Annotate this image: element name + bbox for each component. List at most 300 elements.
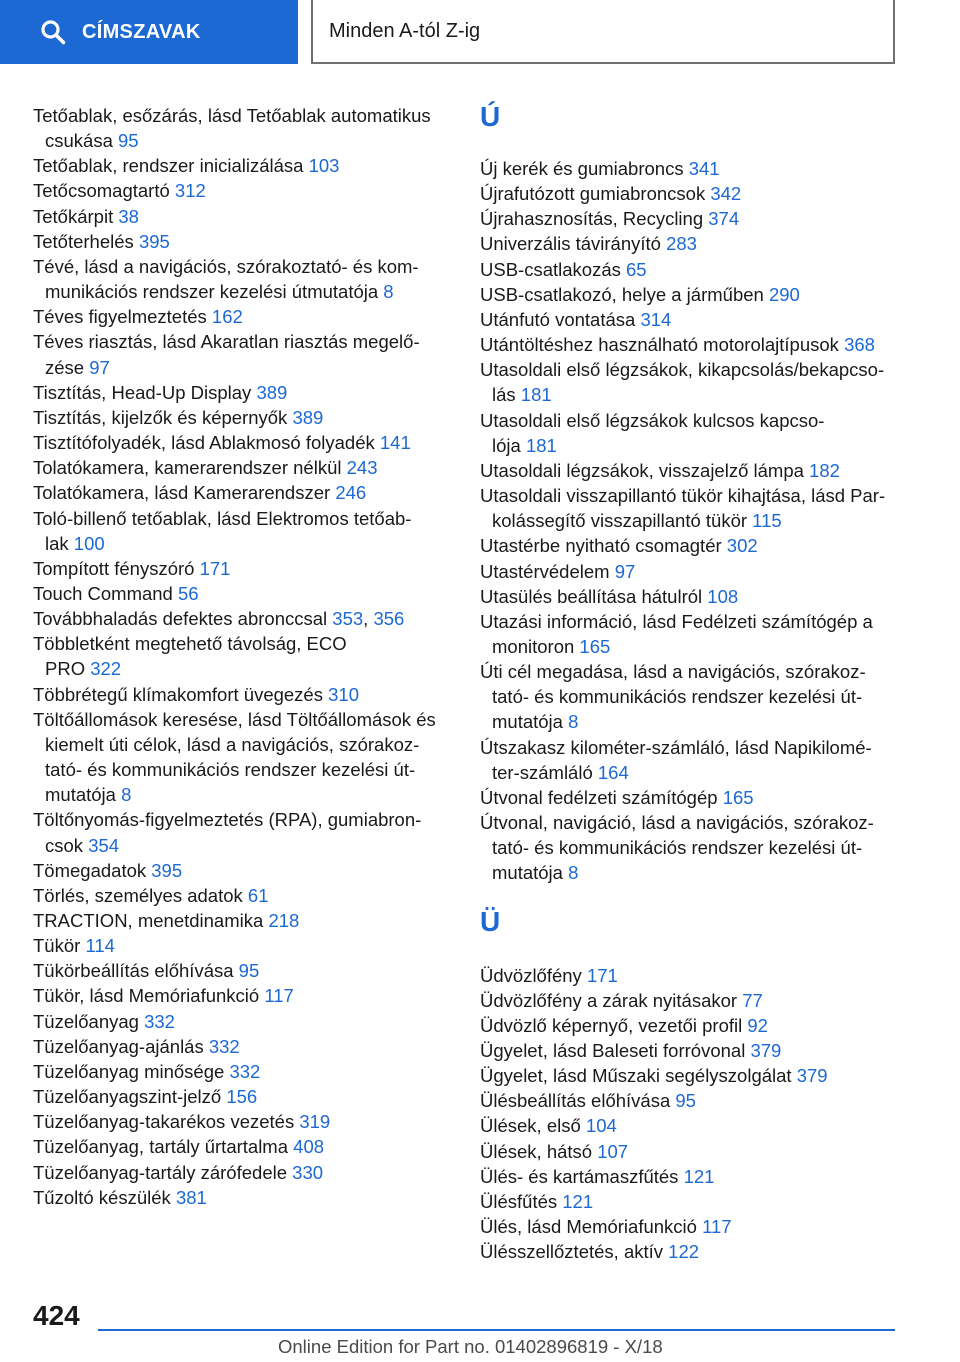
index-entry-line bbox=[33, 1160, 451, 1185]
index-entry bbox=[33, 707, 451, 808]
index-entry-text: kolássegítő visszapillantó tükör bbox=[492, 510, 748, 532]
page-link[interactable]: 356 bbox=[373, 608, 405, 630]
index-entry bbox=[480, 181, 920, 206]
index-entry-text: Tükör bbox=[33, 935, 81, 957]
index-entry-line bbox=[480, 709, 920, 734]
page-link[interactable]: 95 bbox=[238, 960, 260, 982]
index-entry-text: Tüzelőanyag minősége bbox=[33, 1060, 225, 1082]
index-entry-text: csok bbox=[45, 834, 84, 856]
index-entry bbox=[33, 933, 451, 958]
index-entry-text: Utastérvédelem bbox=[480, 560, 610, 582]
page-link[interactable]: 162 bbox=[211, 306, 243, 328]
footer-edition-text: Online Edition for Part no. 01402896819 - X/18 bbox=[278, 1336, 663, 1357]
page-link[interactable]: 395 bbox=[138, 230, 170, 252]
page-link[interactable]: 330 bbox=[292, 1161, 324, 1183]
index-entry-line bbox=[33, 983, 451, 1008]
index-entry-text: Ülésfűtés bbox=[480, 1190, 558, 1212]
index-entry-line bbox=[480, 483, 920, 508]
page-link[interactable]: 332 bbox=[208, 1035, 240, 1057]
index-entry-line bbox=[33, 908, 451, 933]
index-entry-text: PRO bbox=[45, 658, 86, 680]
index-entry-text: Utánfutó vontatása bbox=[480, 308, 636, 330]
index-entry-line bbox=[33, 1034, 451, 1059]
index-entry-text: csukása bbox=[45, 130, 113, 152]
index-entry-line bbox=[33, 455, 451, 480]
index-entry bbox=[480, 458, 920, 483]
index-entry-text: Tükörbeállítás előhívása bbox=[33, 960, 234, 982]
page-link[interactable]: 56 bbox=[177, 582, 199, 604]
index-entry-text: Üdvözlőfény bbox=[480, 964, 582, 986]
section-letter: Ú bbox=[480, 101, 501, 132]
index-entry-line bbox=[33, 178, 451, 203]
index-entry-line bbox=[33, 757, 451, 782]
index-entry-text: tató- és kommunikációs rendszer kezelési út‐ bbox=[492, 686, 863, 708]
index-entry-text: Utasoldali első légzsákok, kikapcsolás/bekapcso‐ bbox=[480, 359, 885, 381]
index-entry-line bbox=[33, 933, 451, 958]
index-entry-text: Úti cél megadása, lásd a navigációs, szórakoz‐ bbox=[480, 661, 866, 683]
index-entry bbox=[480, 1013, 920, 1038]
index-entry bbox=[33, 1134, 451, 1159]
index-entry-line bbox=[33, 1084, 451, 1109]
index-entry-text: Tüzelőanyag-tartály zárófedele bbox=[33, 1161, 288, 1183]
index-entry-text: Tüzelőanyagszint-jelző bbox=[33, 1086, 222, 1108]
index-entry-line bbox=[480, 1013, 920, 1038]
index-entry-line bbox=[33, 1134, 451, 1159]
index-entry-text: Utasülés beállítása hátulról bbox=[480, 585, 703, 607]
page-link[interactable]: 181 bbox=[520, 384, 552, 406]
index-entry-text: TRACTION, menetdinamika bbox=[33, 910, 264, 931]
index-entry-line bbox=[480, 584, 920, 609]
index-entry bbox=[33, 229, 451, 254]
index-entry-line bbox=[480, 1038, 920, 1063]
index-entry-text: Ülések, első bbox=[480, 1115, 581, 1137]
index-entry bbox=[480, 559, 920, 584]
index-entry bbox=[33, 1109, 451, 1134]
index-entry-line bbox=[480, 1113, 920, 1138]
page-link[interactable]: 342 bbox=[710, 183, 742, 205]
index-entry-text: Újrahasznosítás, Recycling bbox=[480, 208, 704, 230]
page-link[interactable]: 246 bbox=[335, 482, 367, 504]
index-entry-line bbox=[480, 458, 920, 483]
page-link[interactable]: 8 bbox=[121, 784, 132, 806]
index-entry-line bbox=[480, 332, 920, 357]
index-entry-line bbox=[480, 357, 920, 382]
index-entry-text: zése bbox=[45, 356, 85, 378]
index-entry bbox=[33, 304, 451, 329]
index-entry-text: Tetőterhelés bbox=[33, 230, 134, 252]
page-link[interactable]: 117 bbox=[264, 985, 294, 1007]
index-entry-text: Tompított fényszóró bbox=[33, 557, 195, 579]
index-entry-text: USB-csatlakozó, helye a járműben bbox=[480, 283, 764, 305]
index-entry-line bbox=[480, 533, 920, 558]
index-entry bbox=[33, 430, 451, 455]
index-entry-line bbox=[33, 506, 451, 531]
page-link[interactable]: 121 bbox=[683, 1165, 715, 1187]
index-entry bbox=[33, 1084, 451, 1109]
index-entry-line bbox=[33, 707, 451, 732]
index-entry bbox=[33, 631, 451, 681]
page-link[interactable]: 389 bbox=[256, 381, 288, 403]
page-link[interactable]: 218 bbox=[268, 910, 300, 931]
index-entry-text: Üdvözlőfény a zárak nyitásakor bbox=[480, 989, 738, 1011]
index-entry-line bbox=[33, 1109, 451, 1134]
index-entry-line bbox=[480, 810, 920, 835]
index-entry-line bbox=[480, 257, 920, 282]
page-link[interactable]: 290 bbox=[768, 283, 800, 305]
index-entry-text: Útvonal, navigáció, lásd a navigációs, szórakoz‐ bbox=[480, 812, 874, 834]
index-entry bbox=[33, 883, 451, 908]
index-entry-line bbox=[33, 958, 451, 983]
page-link[interactable]: 322 bbox=[90, 658, 122, 680]
index-entry-text: Univerzális távirányító bbox=[480, 233, 661, 255]
page-link[interactable]: 77 bbox=[742, 989, 763, 1011]
index-entry-text: tató- és kommunikációs rendszer kezelési út‐ bbox=[45, 759, 416, 781]
page-link[interactable]: 97 bbox=[614, 560, 636, 582]
index-entry-line bbox=[480, 609, 920, 634]
index-entry bbox=[480, 659, 920, 734]
page-link[interactable]: 332 bbox=[229, 1060, 261, 1082]
page-link[interactable]: 283 bbox=[666, 233, 697, 255]
index-entry bbox=[480, 1113, 920, 1138]
page-link[interactable]: 108 bbox=[707, 585, 739, 607]
index-entry-text: Utastérbe nyitható csomagtér bbox=[480, 535, 722, 557]
index-entry-line bbox=[480, 433, 920, 458]
tab-a-to-z-label: Minden A-tól Z-ig bbox=[329, 19, 481, 42]
index-entry-text: Többletként megtehető távolság, ECO bbox=[33, 633, 347, 655]
index-entry bbox=[33, 1185, 451, 1210]
page-link[interactable]: 243 bbox=[346, 457, 378, 479]
index-entry-text: Téves riasztás, lásd Akaratlan riasztás megelő‐ bbox=[33, 331, 420, 353]
index-entry-text: Többrétegű klímakomfort üvegezés bbox=[33, 683, 323, 705]
page-link[interactable]: 95 bbox=[675, 1090, 696, 1112]
page-link[interactable]: 164 bbox=[597, 761, 629, 783]
index-entry bbox=[480, 963, 920, 988]
index-entry-line bbox=[480, 181, 920, 206]
index-entry bbox=[33, 1009, 451, 1034]
index-entry bbox=[480, 156, 920, 181]
index-entry-line bbox=[480, 760, 920, 785]
page-link[interactable]: 97 bbox=[89, 356, 110, 378]
index-entry bbox=[33, 455, 451, 480]
index-entry-line bbox=[480, 307, 920, 332]
index-entry-line bbox=[33, 355, 451, 380]
index-entry-line bbox=[480, 206, 920, 231]
index-entry-text: Utasoldali légzsákok, visszajelző lámpa bbox=[480, 459, 804, 481]
index-entry-text: Ülés- és kartámaszfűtés bbox=[480, 1165, 679, 1187]
index-entry-line bbox=[480, 785, 920, 810]
index-entry-line bbox=[33, 1009, 451, 1034]
index-entry-line bbox=[480, 408, 920, 433]
page-link[interactable]: 107 bbox=[597, 1140, 629, 1162]
index-entry-line bbox=[33, 858, 451, 883]
index-entry-line bbox=[480, 963, 920, 988]
index-entry-line bbox=[480, 1189, 920, 1214]
index-entry-text: Téves figyelmeztetés bbox=[33, 306, 207, 328]
page-link[interactable]: 61 bbox=[247, 884, 269, 906]
index-entry-line bbox=[480, 835, 920, 860]
index-entry bbox=[480, 257, 920, 282]
index-entry-text: Törlés, személyes adatok bbox=[33, 884, 243, 906]
index-entry-line bbox=[33, 204, 451, 229]
index-entry-text: Ügyelet, lásd Baleseti forróvonal bbox=[480, 1040, 746, 1061]
index-entry-line bbox=[480, 382, 920, 407]
index-entry-line bbox=[480, 282, 920, 307]
index-entry bbox=[480, 735, 920, 785]
index-entry-text: Tetőcsomagtartó bbox=[33, 180, 170, 202]
index-entry-line bbox=[480, 988, 920, 1013]
index-entry-text: Töltőállomások keresése, lásd Töltőállomások és bbox=[33, 708, 436, 730]
index-entry bbox=[480, 1088, 920, 1113]
index-entry-text: Tömegadatok bbox=[33, 859, 147, 881]
index-entry bbox=[480, 408, 920, 458]
index-entry bbox=[33, 329, 451, 379]
index-entry-text: Tévé, lásd a navigációs, szórakoztató- és kom‐ bbox=[33, 255, 419, 277]
index-entry-text: Tetőablak, esőzárás, lásd Tetőablak automatikus bbox=[33, 105, 431, 126]
index-entry bbox=[480, 609, 920, 659]
index-entry bbox=[480, 1139, 920, 1164]
index-entry-line bbox=[33, 833, 451, 858]
index-entry bbox=[480, 1214, 920, 1239]
index-entry-line bbox=[33, 531, 451, 556]
index-column-right bbox=[480, 103, 920, 1264]
page-link[interactable]: 165 bbox=[722, 786, 754, 808]
index-entry bbox=[33, 405, 451, 430]
index-entry-line bbox=[480, 1164, 920, 1189]
index-entry-line bbox=[33, 405, 451, 430]
index-entry-text: Ülések, hátsó bbox=[480, 1140, 593, 1162]
index-entry bbox=[33, 480, 451, 505]
index-entry-text: Tüzelőanyag-takarékos vezetés bbox=[33, 1111, 295, 1133]
index-entry-text: Ülésszellőztetés, aktív bbox=[480, 1241, 664, 1263]
page-link[interactable]: 171 bbox=[199, 557, 231, 579]
page-link[interactable]: 165 bbox=[579, 635, 611, 657]
index-entry-line bbox=[33, 254, 451, 279]
index-entry bbox=[33, 556, 451, 581]
index-entry-line bbox=[480, 634, 920, 659]
index-entry bbox=[33, 153, 451, 178]
index-entry-line bbox=[33, 329, 451, 354]
page-link[interactable]: 114 bbox=[85, 935, 115, 957]
page-link[interactable]: 395 bbox=[151, 859, 183, 881]
index-entry-text: USB-csatlakozás bbox=[480, 258, 621, 280]
index-entry-text: Újrafutózott gumiabroncsok bbox=[480, 183, 706, 205]
page-link[interactable]: 381 bbox=[175, 1186, 207, 1208]
index-entry-line bbox=[480, 559, 920, 584]
index-entry bbox=[480, 1063, 920, 1088]
page-link[interactable]: 310 bbox=[328, 683, 359, 705]
page-link[interactable]: 141 bbox=[379, 432, 411, 454]
page-link[interactable]: 182 bbox=[809, 459, 840, 481]
page-link[interactable]: 8 bbox=[568, 711, 579, 733]
index-entry-line bbox=[33, 782, 451, 807]
index-entry-text: Üdvözlő képernyő, vezetői profil bbox=[480, 1014, 743, 1036]
index-entry-line bbox=[480, 1088, 920, 1113]
footer-divider bbox=[98, 1329, 895, 1331]
index-entry bbox=[33, 1059, 451, 1084]
index-entry-text: Utasoldali első légzsákok kulcsos kapcso‐ bbox=[480, 409, 825, 431]
index-entry-text: tató- és kommunikációs rendszer kezelési út‐ bbox=[492, 837, 863, 859]
page-link[interactable]: 374 bbox=[708, 208, 740, 230]
page-link[interactable]: 38 bbox=[118, 205, 139, 227]
index-entry-text: mutatója bbox=[45, 784, 116, 806]
page-link[interactable]: 332 bbox=[144, 1010, 175, 1032]
index-entry-text: Töltőnyomás-figyelmeztetés (RPA), gumiabron‐ bbox=[33, 809, 422, 831]
page-link[interactable]: 115 bbox=[752, 510, 782, 532]
index-entry bbox=[480, 282, 920, 307]
index-entry-text: Tolatókamera, kamerarendszer nélkül bbox=[33, 457, 342, 479]
page-link[interactable]: 171 bbox=[586, 964, 618, 986]
page-number: 424 bbox=[33, 1300, 80, 1331]
page-link[interactable]: 8 bbox=[383, 281, 394, 303]
index-entry-line bbox=[33, 128, 451, 153]
page-link[interactable]: 353 bbox=[332, 608, 364, 630]
index-entry-text: lója bbox=[492, 434, 521, 456]
page-link[interactable]: 104 bbox=[585, 1115, 617, 1137]
index-entry bbox=[480, 810, 920, 885]
tab-a-to-z[interactable] bbox=[311, 0, 895, 64]
index-entry-text: Új kerék és gumiabroncs bbox=[480, 158, 684, 179]
index-entry-line bbox=[33, 606, 451, 631]
index-entry bbox=[480, 483, 920, 533]
index-entry-text: Útvonal fedélzeti számítógép bbox=[480, 786, 718, 808]
index-entry-line bbox=[480, 659, 920, 684]
index-entry-text: kiemelt úti célok, lásd a navigációs, szórakoz‐ bbox=[45, 733, 420, 755]
page-link[interactable]: 408 bbox=[293, 1136, 325, 1158]
index-entry bbox=[480, 1164, 920, 1189]
page-link[interactable]: 314 bbox=[640, 308, 672, 330]
page-link[interactable]: 8 bbox=[568, 862, 579, 884]
index-entry bbox=[480, 584, 920, 609]
index-entry-line bbox=[33, 153, 451, 178]
page-link[interactable]: 341 bbox=[688, 158, 720, 179]
index-entry-line bbox=[33, 556, 451, 581]
index-entry-text: Tüzelőanyag bbox=[33, 1010, 139, 1032]
tab-keywords-label: CÍMSZAVAK bbox=[82, 20, 201, 43]
index-entry bbox=[33, 606, 451, 631]
index-entry-line bbox=[480, 231, 920, 256]
index-entry-line bbox=[480, 860, 920, 885]
index-entry bbox=[480, 332, 920, 357]
index-entry bbox=[33, 958, 451, 983]
index-entry bbox=[33, 581, 451, 606]
index-entry bbox=[480, 1239, 920, 1264]
index-entry-line bbox=[33, 807, 451, 832]
index-entry-text: Ülésbeállítás előhívása bbox=[480, 1090, 671, 1112]
page-link[interactable]: 95 bbox=[118, 130, 139, 152]
index-entry-line bbox=[33, 656, 451, 681]
page-link[interactable]: 368 bbox=[844, 334, 875, 356]
index-entry bbox=[480, 231, 920, 256]
index-entry bbox=[480, 785, 920, 810]
index-entry-text: Ülés, lásd Memóriafunkció bbox=[480, 1216, 697, 1238]
page-link[interactable]: 379 bbox=[796, 1065, 828, 1087]
page-link[interactable]: 103 bbox=[308, 155, 340, 177]
page-link[interactable]: 100 bbox=[73, 532, 105, 554]
index-entry-text: lás bbox=[492, 384, 516, 406]
page-separator: , bbox=[363, 608, 369, 630]
index-entry-text: Toló-billenő tetőablak, lásd Elektromos tetőab‐ bbox=[33, 507, 412, 529]
page-link[interactable]: 354 bbox=[88, 834, 120, 856]
index-entry-line bbox=[33, 279, 451, 304]
index-entry-line bbox=[33, 732, 451, 757]
index-entry-line bbox=[33, 581, 451, 606]
index-entry bbox=[33, 908, 451, 933]
index-entry-text: Tüzelőanyag-ajánlás bbox=[33, 1035, 204, 1057]
section-letter: Ü bbox=[480, 905, 501, 937]
index-entry-line bbox=[480, 1139, 920, 1164]
index-entry-line bbox=[33, 430, 451, 455]
index-entry-line bbox=[480, 1063, 920, 1088]
page-link[interactable]: 122 bbox=[668, 1241, 700, 1263]
index-entry bbox=[480, 357, 920, 407]
index-entry bbox=[480, 1189, 920, 1214]
index-entry-text: monitoron bbox=[492, 635, 575, 657]
page-link[interactable]: 65 bbox=[626, 258, 647, 280]
index-entry bbox=[33, 204, 451, 229]
index-entry bbox=[480, 533, 920, 558]
page-link[interactable]: 319 bbox=[299, 1111, 331, 1133]
page-link[interactable]: 302 bbox=[726, 535, 758, 557]
index-entry-line bbox=[33, 103, 451, 128]
index-entry-text: Tisztítófolyadék, lásd Ablakmosó folyadék bbox=[33, 432, 375, 454]
index-entry-line bbox=[33, 380, 451, 405]
index-entry-text: Tűzoltó készülék bbox=[33, 1186, 171, 1208]
index-entry-line bbox=[480, 735, 920, 760]
index-entry-text: lak bbox=[45, 532, 69, 554]
index-entry bbox=[33, 178, 451, 203]
index-entry-line bbox=[480, 1214, 920, 1239]
index-entry-line bbox=[480, 156, 920, 181]
index-entry bbox=[33, 858, 451, 883]
page-link[interactable]: 121 bbox=[562, 1190, 594, 1212]
index-entry-line bbox=[480, 1239, 920, 1264]
index-entry-text: munikációs rendszer kezelési útmutatója bbox=[45, 281, 379, 303]
index-entry-line bbox=[33, 229, 451, 254]
index-entry-line bbox=[33, 631, 451, 656]
index-entry-text: Utasoldali visszapillantó tükör kihajtása, lásd Par‐ bbox=[480, 485, 886, 507]
index-entry bbox=[480, 1038, 920, 1063]
index-entry-text: Tisztítás, kijelzők és képernyők bbox=[33, 406, 288, 428]
index-entry-text: Ügyelet, lásd Műszaki segélyszolgálat bbox=[480, 1065, 792, 1087]
index-entry-line bbox=[480, 684, 920, 709]
index-entry bbox=[33, 254, 451, 304]
index-entry bbox=[33, 1034, 451, 1059]
index-entry-text: ter-számláló bbox=[492, 761, 593, 783]
page-link[interactable]: 379 bbox=[750, 1040, 782, 1061]
index-entry-text: Továbbhaladás defektes abronccsal bbox=[33, 608, 328, 630]
index-entry-text: mutatója bbox=[492, 862, 563, 884]
index-entry-text: Tolatókamera, lásd Kamerarendszer bbox=[33, 482, 331, 504]
page-link[interactable]: 389 bbox=[292, 406, 324, 428]
page-link[interactable]: 92 bbox=[747, 1014, 768, 1036]
index-entry bbox=[480, 206, 920, 231]
index-entry bbox=[33, 1160, 451, 1185]
page-link[interactable]: 181 bbox=[525, 434, 557, 456]
index-entry-line bbox=[33, 883, 451, 908]
index-entry-text: Tisztítás, Head-Up Display bbox=[33, 381, 252, 403]
index-entry-text: Utazási információ, lásd Fedélzeti számítógép a bbox=[480, 610, 873, 632]
page-link[interactable]: 117 bbox=[702, 1216, 732, 1238]
tab-keywords[interactable] bbox=[0, 0, 298, 64]
index-entry bbox=[33, 983, 451, 1008]
page-link[interactable]: 312 bbox=[174, 180, 206, 202]
index-entry-text: Tetőablak, rendszer inicializálása bbox=[33, 155, 304, 177]
index-entry-text: Utántöltéshez használható motorolajtípusok bbox=[480, 334, 839, 356]
top-navigation bbox=[0, 0, 960, 66]
index-entry-line bbox=[33, 480, 451, 505]
page-link[interactable]: 156 bbox=[226, 1086, 258, 1108]
index-entry-text: Útszakasz kilométer-számláló, lásd Napikilomé‐ bbox=[480, 736, 872, 758]
